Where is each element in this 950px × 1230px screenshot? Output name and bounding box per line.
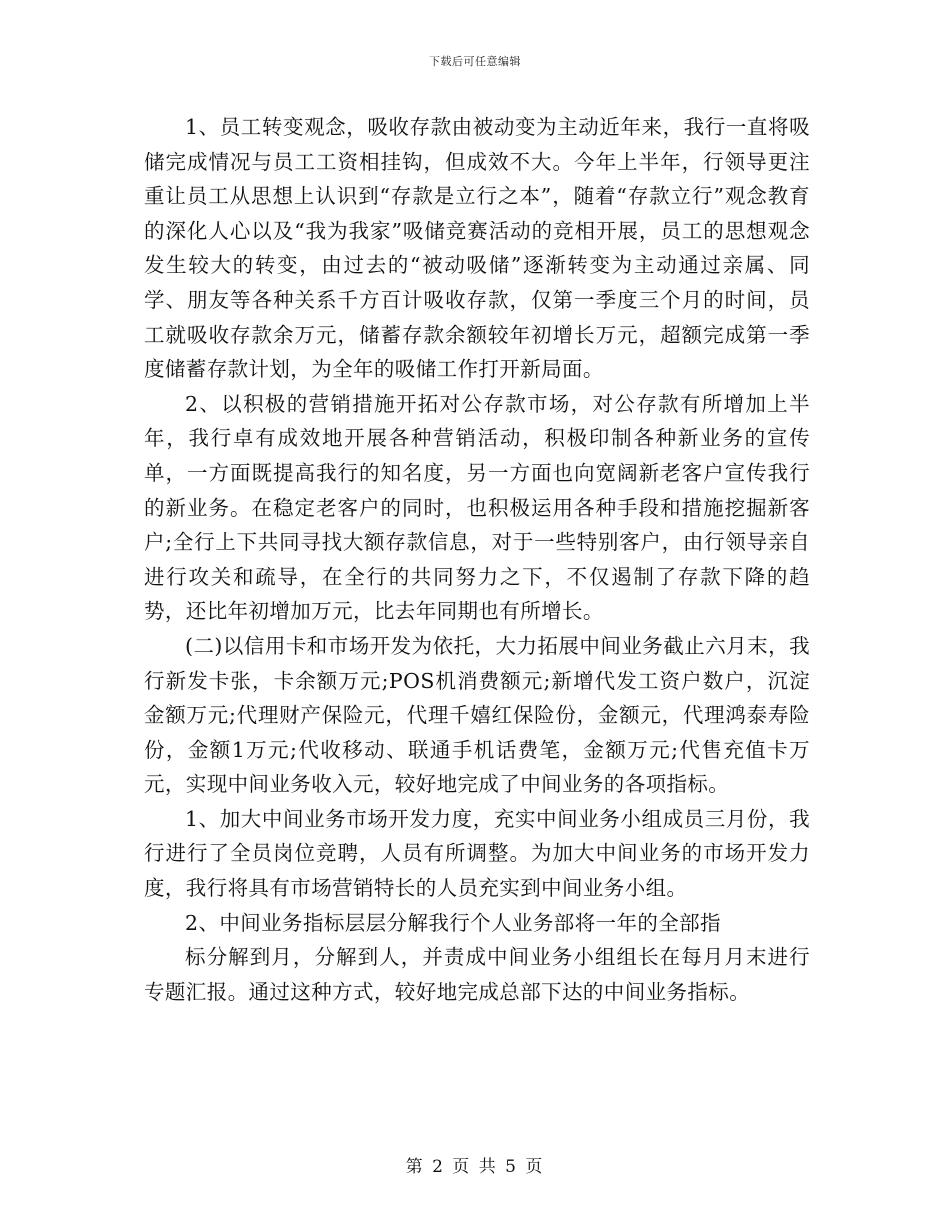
paragraph-indicator-continuation: 标分解到月，分解到人，并责成中间业务小组组长在每月月末进行专题汇报。通过这种方式，较好地完成总部下达的中间业务指标。 <box>144 945 810 1004</box>
page-number-footer: 第 2 页 共 5 页 <box>405 1157 545 1177</box>
paragraph-deposit-mindset: 1、员工转变观念，吸收存款由被动变为主动近年来，我行一直将吸储完成情况与员工工资相挂钩，但成效不大。今年上半年，行领导更注重让员工从思想上认识到“存款是立行之本”，随着“存款立行”观念教育的深化人心以及“我为我家”吸储竞赛活动的竞相开展，员工的思想观念发生较大的转变，由过去的“被动吸储”逐渐转变为主动通过亲属、同学、朋友等各种关系千方百计吸收存款，仅第一季度三个月的时间，员工就吸收存款余万元，储蓄存款余额较年初增长万元，超额完成第一季度储蓄存款计划，为全年的吸储工作打开新局面。 <box>144 115 810 382</box>
page-header-note: 下载后可任意编辑 <box>429 55 521 68</box>
document-body <box>144 110 810 1009</box>
paragraph-indicator-breakdown: 2、中间业务指标层层分解我行个人业务部将一年的全部指 <box>185 910 721 935</box>
paragraph-corporate-deposits: 2、以积极的营销措施开拓对公存款市场，对公存款有所增加上半年，我行卓有成效地开展各种营销活动，积极印制各种新业务的宣传单，一方面既提高我行的知名度，另一方面也向宽阔新老客户宣传我行的新业务。在稳定老客户的同时，也积极运用各种手段和措施挖掘新客户;全行上下共同寻找大额存款信息，对于一些特别客户，由行领导亲自进行攻关和疏导，在全行的共同努力之下，不仅遏制了存款下降的趋势，还比年初增加万元，比去年同期也有所增长。 <box>144 391 810 624</box>
paragraph-credit-card-business: (二)以信用卡和市场开发为依托，大力拓展中间业务截止六月末，我行新发卡张，卡余额万元;POS机消费额元;新增代发工资户数户，沉淀金额万元;代理财产保险元，代理千嬉红保险份，金额元，代理鸿泰寿险份，金额1万元;代收移动、联通手机话费笔，金额万元;代售充值卡万元，实现中间业务收入元，较好地完成了中间业务的各项指标。 <box>144 633 810 797</box>
paragraph-market-development: 1、加大中间业务市场开发力度，充实中间业务小组成员三月份，我行进行了全员岗位竞聘，人员有所调整。为加大中间业务的市场开发力度，我行将具有市场营销特长的人员充实到中间业务小组。 <box>144 806 810 901</box>
